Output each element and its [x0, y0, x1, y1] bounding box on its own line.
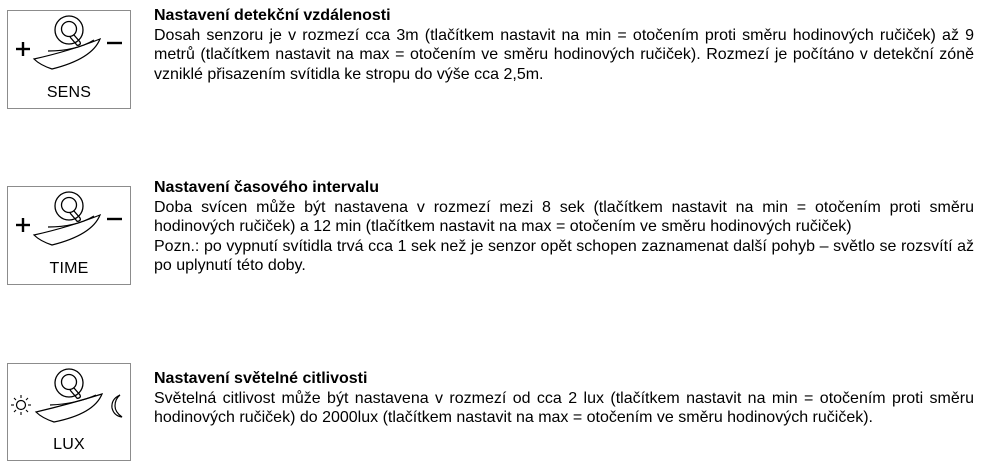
text-block-time	[154, 178, 974, 276]
time-dial-icon	[7, 186, 131, 285]
icon-label-time: TIME	[49, 260, 89, 277]
section-heading: Nastavení světelné citlivosti	[154, 370, 368, 387]
section-body: Světelná citlivost může být nastavena v rozmezí od cca 2 lux (tlačítkem nastavit na min = otočením proti směru hodinových ručiček) do 2000lux (tlačítkem nastavit na max = otočením ve směru hodinových ručiček).	[154, 389, 974, 426]
section-body: Doba svícen může být nastavena v rozmezí mezi 8 sek (tlačítkem nastavit na min = otočením proti směru hodinových ručiček) a 12 min (tlačítkem nastavit na max = otočením ve směru hodinových ručiček)	[154, 198, 974, 235]
section-body: Dosah senzoru je v rozmezí cca 3m (tlačítkem nastavit na min = otočením proti směru hodinových ručiček) až 9 metrů (tlačítkem nastavit na max = otočením ve směru hodinových ručiček). Rozmezí je počítáno v detekční zóně vzniklé přisazením svítidla ke stropu do výše cca 2,5m.	[154, 26, 974, 83]
icon-label-lux: LUX	[53, 436, 85, 453]
section-heading: Nastavení detekční vzdálenosti	[154, 7, 391, 24]
section-heading: Nastavení časového intervalu	[154, 179, 379, 196]
icon-label-sens: SENS	[46, 84, 92, 101]
sens-dial-icon	[7, 10, 131, 109]
sun-icon	[11, 395, 31, 415]
text-block-sens	[154, 6, 974, 84]
text-block-lux	[154, 369, 974, 428]
section-note: Pozn.: po vypnutí svítidla trvá cca 1 sek než je senzor opět schopen zaznamenat další pohyb – světlo se rozsvítí až po uplynutí této doby.	[154, 237, 974, 274]
moon-icon	[112, 395, 122, 417]
lux-dial-icon	[7, 363, 131, 461]
